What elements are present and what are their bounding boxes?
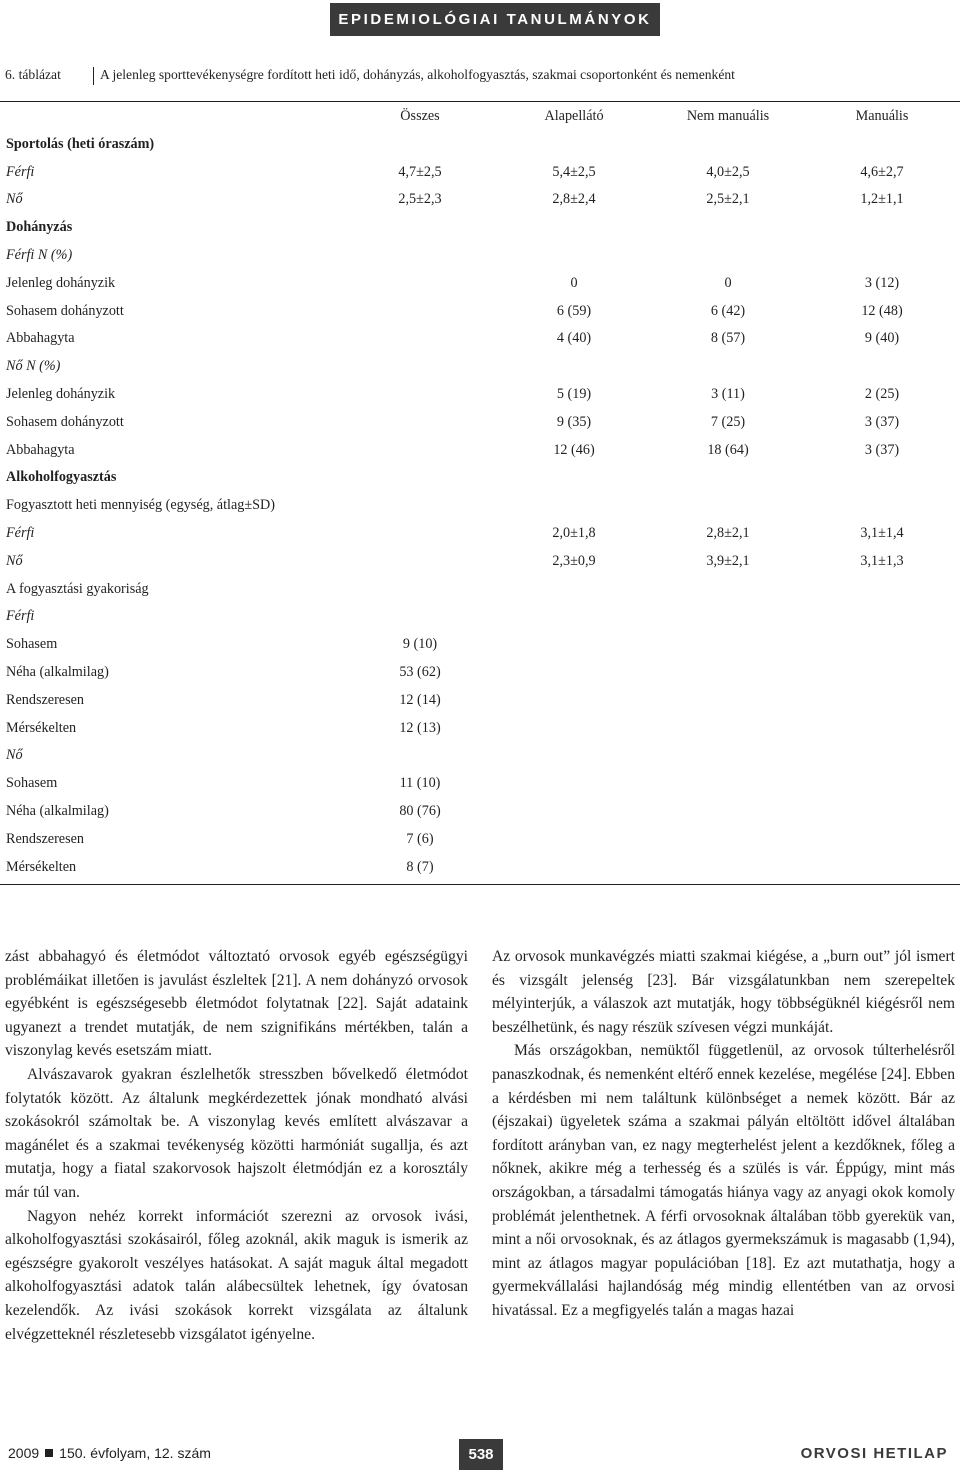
table-row	[0, 826, 960, 854]
table-cell: 2,5±2,3	[398, 191, 442, 208]
row-label: Rendszeresen	[6, 691, 84, 708]
page-number: 538	[468, 1446, 494, 1463]
square-bullet-icon	[45, 1449, 53, 1457]
row-label: Sportolás (heti óraszám)	[6, 135, 155, 152]
table-bottom-rule	[0, 884, 960, 885]
footer-year: 2009	[8, 1445, 40, 1461]
table-cell: 6 (42)	[710, 302, 746, 319]
body-column-right	[492, 945, 955, 1323]
table-cell: 12 (48)	[861, 302, 903, 319]
table-cell: 9 (10)	[402, 636, 438, 653]
table-row	[0, 214, 960, 242]
table-cell: 2,3±0,9	[552, 552, 596, 569]
row-label: A fogyasztási gyakoriság	[6, 580, 149, 597]
table-caption	[5, 66, 955, 85]
row-label: Dohányzás	[6, 219, 73, 236]
row-label: Néha (alkalmilag)	[6, 802, 109, 819]
row-label: Fogyasztott heti mennyiség (egység, átlag±SD)	[6, 497, 276, 514]
body-paragraph: Nagyon nehéz korrekt információt szerezni az orvosok ivási, alkoholfogyasztási szokásairól, főleg azoknál, akik maguk is ismerik az egészségre gyakorolt veszélyes hatásokat. A saját maguk által megadott alkoholfogyasztási adatok talán alábecsültek lehetnek, így óvatosan kezelendők. Az ivási szokások korrekt vizsgálata az általunk elvégzetteknél részletesebb vizsgálatot igényelne.	[5, 1207, 468, 1343]
table-cell: 12 (14)	[399, 691, 441, 708]
table-row	[0, 409, 960, 437]
row-label: Jelenleg dohányzik	[6, 385, 116, 402]
table-row	[0, 381, 960, 409]
table-cell: 2,8±2,4	[552, 191, 596, 208]
row-label: Sohasem	[6, 636, 58, 653]
table-cell: 9 (40)	[864, 330, 900, 347]
footer-issue	[8, 1445, 211, 1461]
column-header: Nem manuális	[686, 108, 770, 124]
body-paragraph: Más országokban, nemüktől függetlenül, az orvosok túlterhelésről panaszkodnak, és nemenként eltérő ennek kezelése, megélése [24]. Ebben a kérdésben mi nem találtunk különbséget a nemek között. Bár az (éjszakai) ügyeletek száma a szakmai pályán eltöltött idővel általában fordított arányban van, ez nagy megterhelést jelent a kezdőknek, főleg a nőknek, akikre még a terhesség és a szülés is vár. Éppúgy, mint más országokban, a társadalmi támogatás hiánya vagy az anyagi okok komoly problémát jelenthetnek. A férfi orvosoknak általában több gyerekük van, mint a női orvosoknak, és az átlagos gyermekszámuk is magasabb (1,94), mint az átlagos magyar populációban [18]. Ez azt mutathatja, hogy a gyermekvállalási hajlandóság még mindig ellentétben van az orvosi hivatással. Ez a megfigyelés talán a magas hazai	[492, 1042, 955, 1319]
table-row	[0, 186, 960, 214]
table-body	[0, 131, 960, 882]
table-cell: 3 (37)	[864, 413, 900, 430]
row-label: Sohasem dohányzott	[6, 302, 124, 319]
page-footer	[0, 1439, 960, 1470]
page-number-box	[459, 1439, 503, 1470]
table-cell: 4,7±2,5	[398, 163, 442, 180]
table-cell: 5 (19)	[556, 385, 592, 402]
caption-separator	[93, 67, 94, 85]
table-row	[0, 854, 960, 882]
section-title: EPIDEMIOLÓGIAI TANULMÁNYOK	[338, 11, 652, 28]
table-cell: 3 (11)	[711, 385, 745, 402]
row-label: Sohasem	[6, 775, 58, 792]
table-row	[0, 520, 960, 548]
table-cell: 2,5±2,1	[706, 191, 750, 208]
table-row	[0, 576, 960, 604]
table-cell: 4,0±2,5	[706, 163, 750, 180]
table-cell: 8 (7)	[406, 858, 434, 875]
row-label: Nő N (%)	[6, 358, 61, 375]
table-caption-text: A jelenleg sporttevékenységre fordított heti idő, dohányzás, alkoholfogyasztás, szakmai csoportonként és nemenként	[100, 67, 735, 82]
table-cell: 9 (35)	[556, 413, 592, 430]
table-cell: 8 (57)	[710, 330, 746, 347]
table-cell: 80 (76)	[399, 802, 441, 819]
footer-volume: 150. évfolyam, 12. szám	[59, 1445, 211, 1461]
table-header-row	[0, 103, 960, 131]
body-paragraph: Az orvosok munkavégzés miatti szakmai kiégése, a „burn out” jól ismert és vizsgált jelenség [23]. Bár vizsgálatunkban nem szerepeltek mélyinterjúk, a válaszok azt mutatják, hogy többségüknél kiégésről nem beszélhetünk, és nagy részük szívesen végzi munkáját.	[492, 948, 955, 1036]
table-row	[0, 770, 960, 798]
row-label: Mérsékelten	[6, 719, 77, 736]
journal-name: ORVOSI HETILAP	[800, 1445, 948, 1462]
column-header: Manuális	[855, 108, 909, 124]
table-cell: 0	[724, 274, 732, 291]
row-label: Férfi	[6, 163, 35, 180]
section-banner	[330, 3, 660, 36]
table-cell: 2 (25)	[864, 385, 900, 402]
table-row	[0, 464, 960, 492]
table-cell: 12 (46)	[553, 441, 595, 458]
table-cell: 11 (10)	[399, 775, 441, 792]
table-row	[0, 270, 960, 298]
table-cell: 12 (13)	[399, 719, 441, 736]
body-column-left	[5, 945, 468, 1346]
table-cell: 1,2±1,1	[860, 191, 904, 208]
row-label: Abbahagyta	[6, 330, 75, 347]
table-row	[0, 242, 960, 270]
data-table	[0, 103, 960, 881]
table-row	[0, 492, 960, 520]
table-row	[0, 353, 960, 381]
table-row	[0, 325, 960, 353]
row-label: Abbahagyta	[6, 441, 75, 458]
row-label: Nő	[6, 191, 23, 208]
row-label: Mérsékelten	[6, 858, 77, 875]
column-header: Alapellátó	[544, 108, 604, 124]
table-cell: 18 (64)	[707, 441, 749, 458]
table-cell: 7 (6)	[406, 830, 434, 847]
body-paragraph: Alvászavarok gyakran észlelhetők stresszben bővelkedő életmódot folytatók között. Az általunk megkérdezettek jónak mondható alvási szokásokról számoltak be. A viszonylag kevés említett alvászavar a magánélet és a szakmai tevékenység közötti harmóniát sugallja, és azt mutatja, hogy a fiatal szakorvosok hajszolt életmódján ez a korosztály már túl van.	[5, 1065, 468, 1201]
row-label: Néha (alkalmilag)	[6, 663, 109, 680]
row-label: Férfi	[6, 608, 35, 625]
table-row	[0, 631, 960, 659]
table-cell: 3,1±1,4	[860, 524, 904, 541]
row-label: Férfi	[6, 524, 35, 541]
row-label: Jelenleg dohányzik	[6, 274, 116, 291]
table-cell: 53 (62)	[399, 663, 441, 680]
table-cell: 3,9±2,1	[706, 552, 750, 569]
table-row	[0, 798, 960, 826]
table-cell: 4 (40)	[556, 330, 592, 347]
table-number: 6. táblázat	[5, 67, 61, 82]
row-label: Sohasem dohányzott	[6, 413, 124, 430]
table-row	[0, 437, 960, 465]
row-label: Alkoholfogyasztás	[6, 469, 117, 486]
table-cell: 3 (12)	[864, 274, 900, 291]
table-row	[0, 131, 960, 159]
table-row	[0, 603, 960, 631]
table-row	[0, 548, 960, 576]
table-row	[0, 715, 960, 743]
table-cell: 2,8±2,1	[706, 524, 750, 541]
table-row	[0, 159, 960, 187]
table-cell: 3,1±1,3	[860, 552, 904, 569]
table-cell: 0	[570, 274, 578, 291]
table-cell: 5,4±2,5	[552, 163, 596, 180]
table-cell: 3 (37)	[864, 441, 900, 458]
table-cell: 4,6±2,7	[860, 163, 904, 180]
table-row	[0, 298, 960, 326]
table-cell: 6 (59)	[556, 302, 592, 319]
row-label: Férfi N (%)	[6, 246, 73, 263]
body-paragraph: zást abbahagyó és életmódot változtató orvosok egyéb egészségügyi problémáikat illetően is javulást észleltek [21]. A nem dohányzó orvosok egyébként is egészségesebb életmódot folytatnak [22]. Saját adataink ugyanezt a trendet mutatják, de nem szignifikáns mértékben, talán a viszonylag kevés esetszám miatt.	[5, 948, 468, 1060]
row-label: Nő	[6, 552, 23, 569]
table-top-rule	[0, 101, 960, 102]
table-row	[0, 687, 960, 715]
table-row	[0, 742, 960, 770]
table-row	[0, 659, 960, 687]
row-label: Nő	[6, 747, 23, 764]
table-cell: 7 (25)	[710, 413, 746, 430]
column-header: Összes	[400, 108, 440, 124]
table-cell: 2,0±1,8	[552, 524, 596, 541]
row-label: Rendszeresen	[6, 830, 84, 847]
